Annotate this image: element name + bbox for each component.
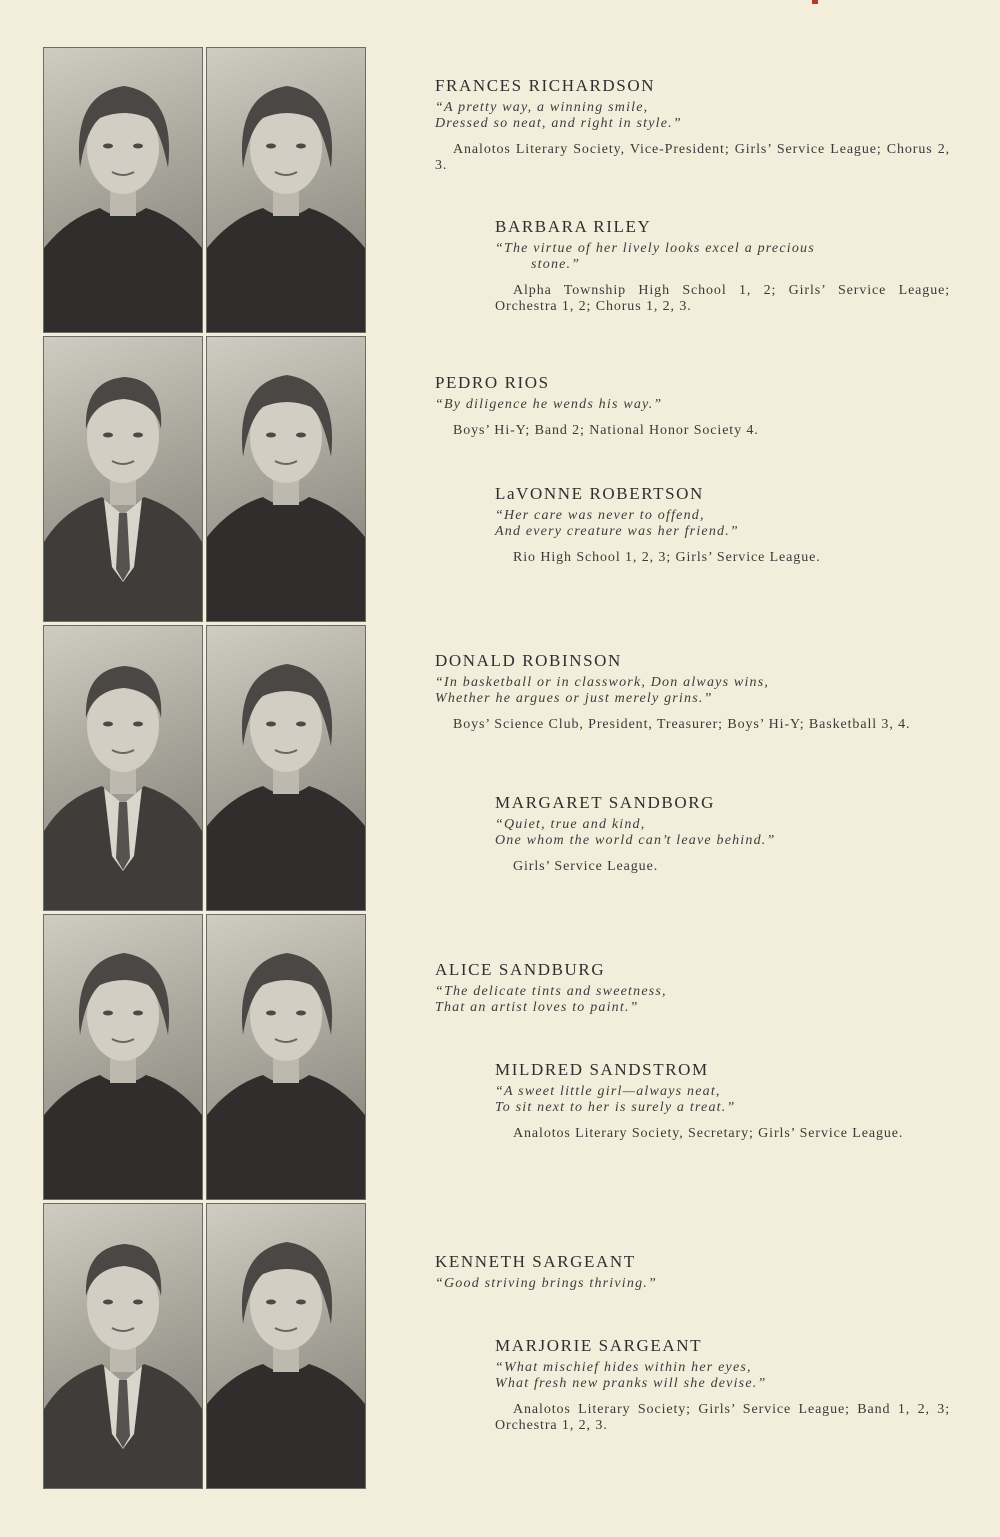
portrait-frances-richardson bbox=[43, 47, 203, 333]
entry-donald-robinson bbox=[435, 650, 950, 733]
portrait-silhouette bbox=[44, 48, 202, 332]
portrait-lavonne-robertson bbox=[206, 336, 366, 622]
student-name: MILDRED SANDSTROM bbox=[495, 1060, 709, 1079]
portrait-silhouette bbox=[207, 337, 365, 621]
student-name: PEDRO RIOS bbox=[435, 373, 550, 392]
student-name: ALICE SANDBURG bbox=[435, 960, 606, 979]
portrait-eye bbox=[266, 1300, 276, 1305]
portrait-kenneth-sargeant bbox=[43, 1203, 203, 1489]
student-quote: “In basketball or in classwork, Don always wins, Whether he argues or just merely grins.” bbox=[435, 675, 770, 706]
entry-lavonne-robertson bbox=[495, 483, 950, 566]
portrait-eye bbox=[296, 1011, 306, 1016]
student-quote: “A pretty way, a winning smile, Dressed so neat, and right in style.” bbox=[435, 100, 682, 131]
entry-frances-richardson bbox=[435, 75, 950, 174]
portrait-eye bbox=[266, 1011, 276, 1016]
portrait-pedro-rios bbox=[43, 336, 203, 622]
portrait-body bbox=[207, 497, 365, 621]
portrait-eye bbox=[103, 1300, 113, 1305]
student-quote: “Good striving brings thriving.” bbox=[435, 1276, 657, 1291]
student-name: MARJORIE SARGEANT bbox=[495, 1336, 703, 1355]
student-activities: Rio High School 1, 2, 3; Girls’ Service League. bbox=[513, 550, 821, 565]
portrait-eye bbox=[133, 144, 143, 149]
portrait-eye bbox=[103, 433, 113, 438]
portrait-body bbox=[207, 208, 365, 332]
entry-pedro-rios bbox=[435, 372, 950, 439]
portrait-eye bbox=[266, 433, 276, 438]
portrait-body bbox=[207, 1075, 365, 1199]
student-activities: Analotos Literary Society, Secretary; Girls’ Service League. bbox=[513, 1126, 904, 1141]
portrait-silhouette bbox=[207, 48, 365, 332]
portrait-eye bbox=[296, 433, 306, 438]
student-activities: Analotos Literary Society, Vice-President; Girls’ Service League; Chorus 2, 3. bbox=[435, 142, 950, 173]
student-quote: “Her care was never to offend, And every creature was her friend.” bbox=[495, 508, 739, 539]
portrait-body bbox=[44, 1075, 202, 1199]
student-name: KENNETH SARGEANT bbox=[435, 1252, 636, 1271]
portrait-body bbox=[207, 786, 365, 910]
portrait-margaret-sandborg bbox=[206, 625, 366, 911]
portrait-eye bbox=[266, 144, 276, 149]
student-name: MARGARET SANDBORG bbox=[495, 793, 716, 812]
portrait-donald-robinson bbox=[43, 625, 203, 911]
portrait-eye bbox=[103, 144, 113, 149]
student-activities: Alpha Township High School 1, 2; Girls’ Service League; Orchestra 1, 2; Chorus 1, 2, 3. bbox=[495, 283, 950, 314]
entry-margaret-sandborg bbox=[495, 792, 950, 875]
student-quote: “What mischief hides within her eyes, What fresh new pranks will she devise.” bbox=[495, 1360, 767, 1391]
portrait-eye bbox=[296, 722, 306, 727]
portrait-silhouette bbox=[44, 1204, 202, 1488]
portrait-mildred-sandstrom bbox=[206, 914, 366, 1200]
student-quote: “The delicate tints and sweetness, That an artist loves to paint.” bbox=[435, 984, 667, 1015]
student-name: FRANCES RICHARDSON bbox=[435, 76, 656, 95]
student-quote: “The virtue of her lively looks excel a precious stone.” bbox=[495, 241, 815, 272]
student-activities: Girls’ Service League. bbox=[513, 859, 659, 874]
portrait-eye bbox=[103, 722, 113, 727]
student-activities: Analotos Literary Society; Girls’ Service League; Band 1, 2, 3; Orchestra 1, 2, 3. bbox=[495, 1402, 950, 1433]
print-mark bbox=[812, 0, 818, 4]
student-activities: Boys’ Science Club, President, Treasurer; Boys’ Hi-Y; Basketball 3, 4. bbox=[453, 717, 911, 732]
student-name: BARBARA RILEY bbox=[495, 217, 652, 236]
entry-marjorie-sargeant bbox=[495, 1335, 950, 1434]
entry-mildred-sandstrom bbox=[495, 1059, 950, 1142]
portrait-silhouette bbox=[207, 915, 365, 1199]
portrait-eye bbox=[133, 1011, 143, 1016]
portrait-silhouette bbox=[207, 1204, 365, 1488]
student-activities: Boys’ Hi-Y; Band 2; National Honor Society 4. bbox=[453, 423, 759, 438]
portrait-silhouette bbox=[44, 337, 202, 621]
student-name: DONALD ROBINSON bbox=[435, 651, 622, 670]
portrait-silhouette bbox=[44, 626, 202, 910]
portrait-eye bbox=[133, 722, 143, 727]
portrait-barbara-riley bbox=[206, 47, 366, 333]
student-quote: “Quiet, true and kind, One whom the world can’t leave behind.” bbox=[495, 817, 776, 848]
portrait-body bbox=[207, 1364, 365, 1488]
portrait-silhouette bbox=[207, 626, 365, 910]
portrait-eye bbox=[296, 144, 306, 149]
portrait-silhouette bbox=[44, 915, 202, 1199]
portrait-body bbox=[44, 208, 202, 332]
portrait-marjorie-sargeant bbox=[206, 1203, 366, 1489]
portrait-eye bbox=[296, 1300, 306, 1305]
portrait-alice-sandburg bbox=[43, 914, 203, 1200]
portrait-eye bbox=[266, 722, 276, 727]
student-name: LaVONNE ROBERTSON bbox=[495, 484, 704, 503]
portrait-eye bbox=[103, 1011, 113, 1016]
portrait-eye bbox=[133, 433, 143, 438]
student-quote: “By diligence he wends his way.” bbox=[435, 397, 663, 412]
portrait-eye bbox=[133, 1300, 143, 1305]
student-quote: “A sweet little girl—always neat, To sit next to her is surely a treat.” bbox=[495, 1084, 736, 1115]
entry-kenneth-sargeant bbox=[435, 1251, 950, 1292]
entry-barbara-riley bbox=[495, 216, 950, 315]
entry-alice-sandburg bbox=[435, 959, 950, 1016]
